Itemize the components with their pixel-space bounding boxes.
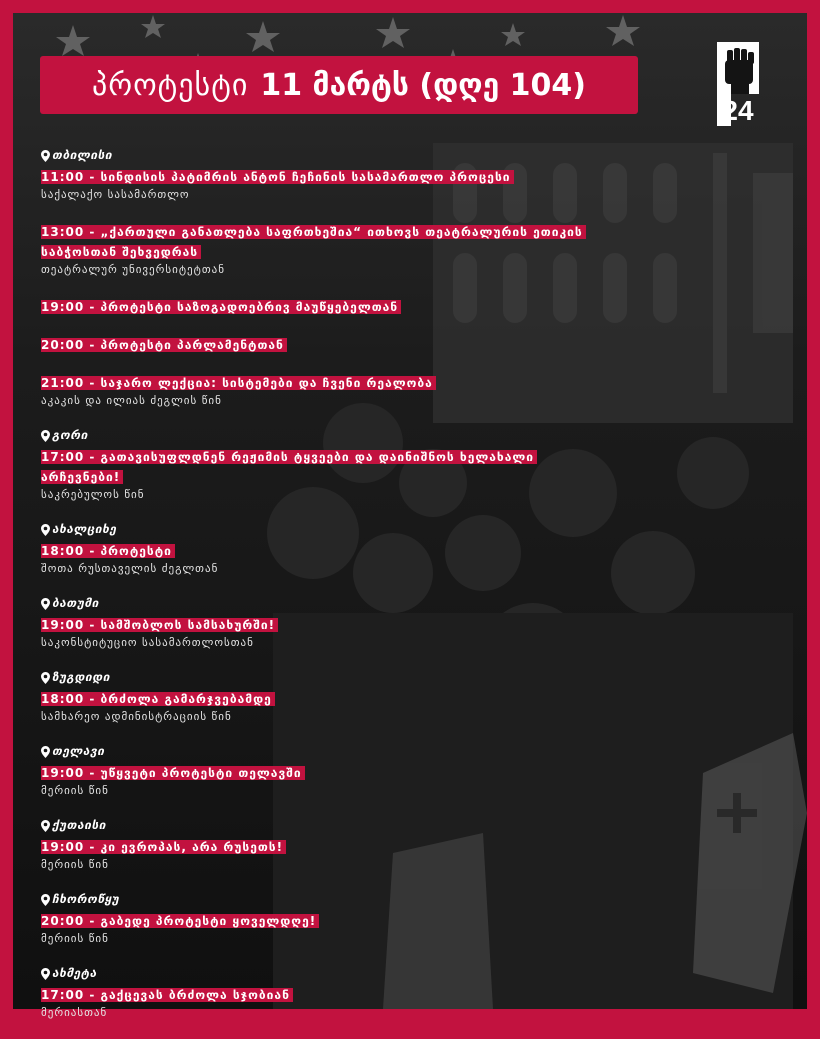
event-location: მერიის წინ [41,932,109,945]
event-location: საკონსტიტუციო სასამართლოსთან [41,636,254,649]
event-item [41,334,601,354]
city-heading [41,595,601,612]
event-location: შოთა რუსთაველის ძეგლთან [41,562,219,575]
city-block [41,595,601,651]
city-heading [41,817,601,834]
location-pin-icon [41,524,50,536]
event-time-title: 17:00 - გათავისუფლდნენ რეჟიმის ტყვეები და დაინიშნოს ხელახალი არჩევნები! [41,450,537,484]
event-time-title: 19:00 - პროტესტი საზოგადოებრივ მაუწყებელთან [41,300,401,314]
event-item [41,446,601,503]
event-location: აკაკის და ილიას ძეგლის წინ [41,394,222,407]
city-block [41,427,601,503]
event-location: თეატრალურ უნივერსიტეტთან [41,263,225,276]
event-location: მერიის წინ [41,784,109,797]
location-pin-icon [41,430,50,442]
location-pin-icon [41,820,50,832]
event-item [41,688,601,725]
event-location: მერიასთან [41,1006,108,1019]
event-time-title: 17:00 - გაქცევას ბრძოლა სჯობიან [41,988,293,1002]
event-item [41,296,601,316]
city-heading [41,743,601,760]
event-time-title: 18:00 - პროტესტი [41,544,175,558]
event-location: საქალაქო სასამართლო [41,188,190,201]
schedule-list [41,147,601,1039]
city-block [41,891,601,947]
city-heading [41,891,601,908]
city-block [41,521,601,577]
event-item [41,984,601,1021]
logo-number: 24 [722,95,754,126]
event-location: სამხარეო ადმინისტრაციის წინ [41,710,232,723]
event-time-title: 11:00 - სინდისის პატიმრის ანტონ ჩეჩინის სასამართლო პროცესი [41,170,514,184]
event-time-title: 20:00 - პროტესტი პარლამენტთან [41,338,287,352]
event-location: მერიის წინ [41,858,109,871]
location-pin-icon [41,598,50,610]
city-block [41,743,601,799]
event-time-title: 20:00 - გაბედე პროტესტი ყოველდღე! [41,914,319,928]
city-name: ახალციხე [52,522,117,536]
channel-24-logo [709,40,767,126]
city-name: ბათუმი [52,596,99,610]
event-item [41,372,601,409]
event-time-title: 18:00 - ბრძოლა გამარჯვებამდე [41,692,275,706]
title-date: 11 მარტს (დღე 104) [260,67,587,103]
city-name: ჩხოროწყუ [52,892,120,906]
event-item [41,762,601,799]
city-block [41,817,601,873]
city-name: ზუგდიდი [52,670,111,684]
city-name: ქუთაისი [52,818,107,832]
location-pin-icon [41,894,50,906]
page-title [40,56,638,114]
event-time-title: 19:00 - კი ევროპას, არა რუსეთს! [41,840,286,854]
location-pin-icon [41,150,50,162]
event-item [41,221,601,278]
city-heading [41,521,601,538]
event-time-title: 19:00 - სამშობლოს სამსახურში! [41,618,278,632]
event-time-title: 21:00 - საჯარო ლექცია: სისტემები და ჩვენი რეალობა [41,376,436,390]
event-time-title: 13:00 - „ქართული განათლება საფრთხეშია“ ითხოვს თეატრალურის ეთიკის საბჭოსთან შეხვედრას [41,225,586,259]
city-name: თბილისი [52,148,113,162]
city-heading [41,669,601,686]
location-pin-icon [41,968,50,980]
event-time-title: 19:00 - უწყვეტი პროტესტი თელავში [41,766,305,780]
event-item [41,540,601,577]
title-word: პროტესტი [91,67,249,103]
city-block [41,965,601,1021]
location-pin-icon [41,672,50,684]
city-heading [41,147,601,164]
city-heading [41,427,601,444]
city-name: ახმეტა [52,966,97,980]
event-item [41,614,601,651]
city-block [41,147,601,409]
city-block [41,669,601,725]
event-item [41,166,601,203]
city-name: თელავი [52,744,105,758]
event-item [41,910,601,947]
location-pin-icon [41,746,50,758]
event-item [41,836,601,873]
event-location: საკრებულოს წინ [41,488,145,501]
city-heading [41,965,601,982]
city-name: გორი [52,428,88,442]
